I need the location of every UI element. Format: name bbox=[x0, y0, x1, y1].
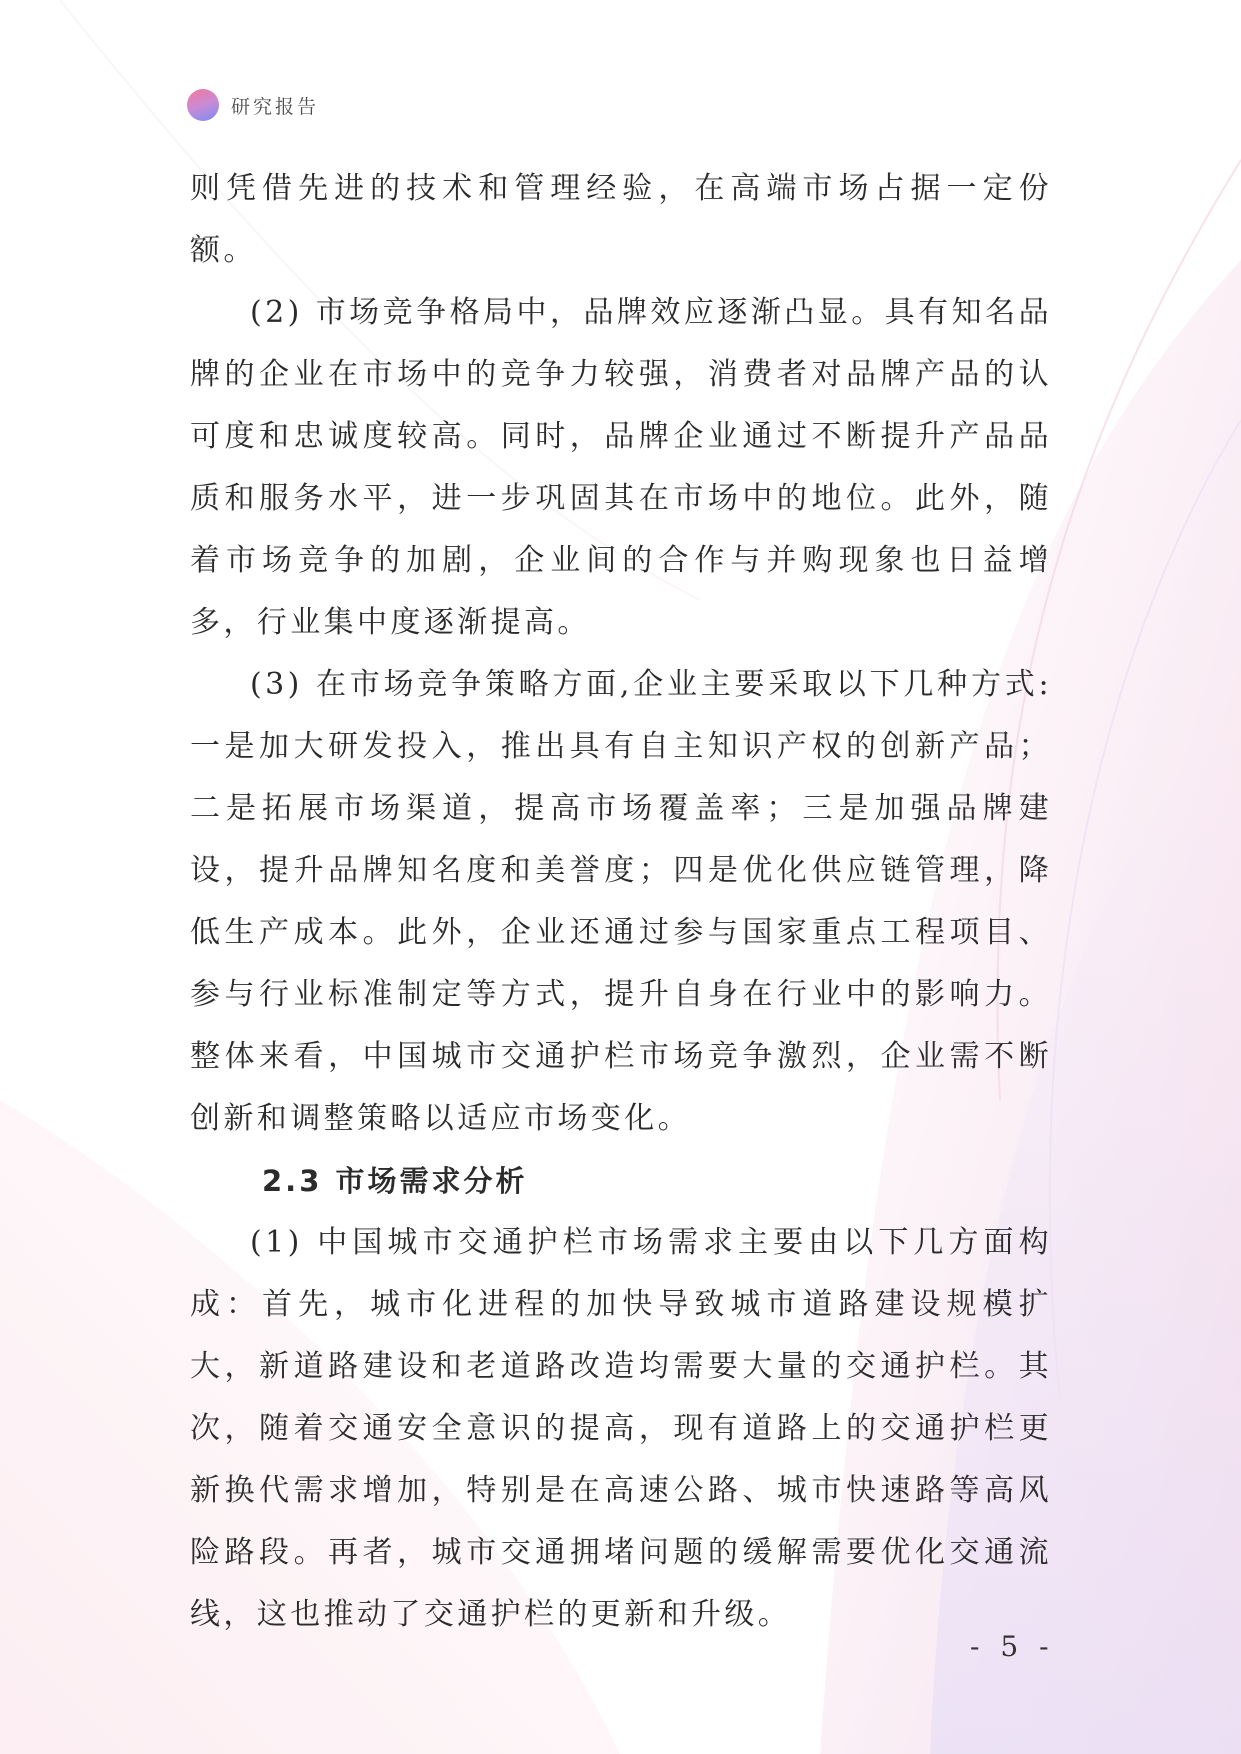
report-logo-icon bbox=[187, 89, 219, 121]
report-header-label: 研究报告 bbox=[231, 95, 320, 118]
paragraph-brand-effect: (2) 市场竞争格局中，品牌效应逐渐凸显。具有知名品牌的企业在市场中的竞争力较强，消费者对品牌产品的认可度和忠诚度较高。同时，品牌企业通过不断提升产品品质和服务水平，进一步巩固其在市场中的地位。此外，随着市场竞争的加剧，企业间的合作与并购现象也日益增多，行业集中度逐渐提高。 bbox=[190, 295, 1052, 640]
document-body bbox=[190, 158, 1052, 1646]
section-heading-demand-analysis: 2.3 市场需求分析 bbox=[262, 1164, 528, 1198]
page-number: - 5 - bbox=[970, 1630, 1055, 1663]
report-header bbox=[187, 88, 319, 122]
paragraph-competition-strategy: (3) 在市场竞争策略方面,企业主要采取以下几种方式:一是加大研发投入，推出具有自主知识产权的创新产品；二是拓展市场渠道，提高市场覆盖率；三是加强品牌建设，提升品牌知名度和美誉度；四是优化供应链管理，降低生产成本。此外，企业还通过参与国家重点工程项目、参与行业标准制定等方式，提升自身在行业中的影响力。整体来看，中国城市交通护栏市场竞争激烈，企业需不断创新和调整策略以适应市场变化。 bbox=[190, 667, 1052, 1136]
paragraph-continued: 则凭借先进的技术和管理经验，在高端市场占据一定份额。 bbox=[190, 171, 1052, 268]
paragraph-demand-composition: (1) 中国城市交通护栏市场需求主要由以下几方面构成：首先，城市化进程的加快导致城市道路建设规模扩大，新道路建设和老道路改造均需要大量的交通护栏。其次，随着交通安全意识的提高，现有道路上的交通护栏更新换代需求增加，特别是在高速公路、城市快速路等高风险路段。再者，城市交通拥堵问题的缓解需要优化交通流线，这也推动了交通护栏的更新和升级。 bbox=[190, 1225, 1052, 1632]
